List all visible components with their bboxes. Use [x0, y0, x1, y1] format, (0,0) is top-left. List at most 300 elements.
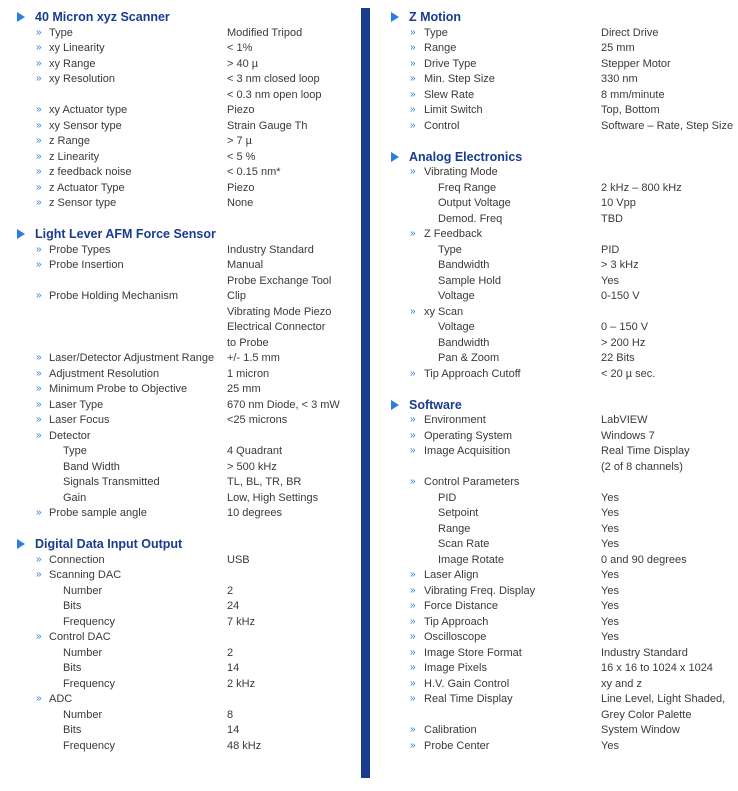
- spec-value: > 3 kHz: [601, 259, 639, 271]
- chevron-bullet-icon: »: [410, 42, 416, 53]
- chevron-bullet-icon: »: [36, 352, 42, 363]
- section-title: Light Lever AFM Force Sensor: [35, 227, 216, 241]
- spec-row-grey-color-palette: [372, 707, 738, 723]
- chevron-bullet-icon: »: [410, 73, 416, 84]
- spec-value: Yes: [601, 600, 619, 612]
- spec-value: > 7 µ: [227, 135, 252, 147]
- chevron-bullet-icon: »: [36, 197, 42, 208]
- spec-value: Software – Rate, Step Size: [601, 119, 734, 132]
- spec-label: Number: [63, 584, 103, 597]
- spec-row-minimum-probe-to-objective: [0, 381, 360, 397]
- spec-row-probe-center: [372, 738, 738, 754]
- spec-row-probe-insertion: [0, 257, 360, 273]
- spec-label: Setpoint: [438, 507, 479, 519]
- spec-value: 14: [227, 662, 240, 674]
- section-title: 40 Micron xyz Scanner: [35, 10, 170, 24]
- spec-value: 2 kHz – 800 kHz: [601, 181, 682, 194]
- spec-row-calibration: [372, 722, 738, 738]
- spec-row-adc: [0, 691, 360, 707]
- spec-row-bandwidth: [372, 335, 738, 351]
- spec-label: Control Parameters: [424, 476, 520, 488]
- chevron-bullet-icon: »: [36, 119, 42, 131]
- chevron-bullet-icon: »: [36, 383, 42, 394]
- spec-row-image-store-format: [372, 645, 738, 661]
- spec-row-laser-type: [0, 397, 360, 413]
- spec-label: Vibrating Mode: [424, 166, 498, 178]
- spec-value: PID: [601, 243, 620, 256]
- section-title: Z Motion: [409, 10, 462, 24]
- spec-value: Direct Drive: [601, 26, 659, 39]
- spec-label: Probe Center: [424, 739, 490, 752]
- chevron-bullet-icon: »: [410, 693, 416, 704]
- spec-label: Bandwidth: [438, 336, 490, 349]
- chevron-bullet-icon: »: [410, 429, 416, 441]
- spec-label: Freq Range: [438, 181, 497, 194]
- spec-value: Yes: [601, 739, 619, 752]
- spec-row-xy-range: [0, 56, 360, 72]
- spec-label: Signals Transmitted: [63, 476, 160, 488]
- spec-label: Min. Step Size: [424, 73, 495, 85]
- spec-value: +/- 1.5 mm: [227, 352, 280, 364]
- spec-value: 330 nm: [601, 73, 638, 85]
- spec-label: Type: [424, 26, 448, 39]
- spec-value: Yes: [601, 584, 619, 597]
- spec-value: Yes: [601, 631, 619, 643]
- spec-row-frequency: [0, 676, 360, 692]
- spec-row-bandwidth: [372, 257, 738, 273]
- spec-row-number: [0, 707, 360, 723]
- spec-row-tip-approach: [372, 614, 738, 630]
- spec-row-environment: [372, 412, 738, 428]
- section-heading: [372, 397, 738, 413]
- spec-label: Range: [438, 522, 471, 535]
- spec-row-scanning-dac: [0, 567, 360, 583]
- spec-label: Demod. Freq: [438, 212, 503, 225]
- chevron-bullet-icon: »: [36, 367, 42, 379]
- chevron-bullet-icon: »: [410, 414, 416, 425]
- spec-row-z-actuator-type: [0, 180, 360, 196]
- spec-value: 25 mm: [601, 42, 635, 54]
- spec-value: 0 – 150 V: [601, 321, 649, 333]
- spec-label: Sample Hold: [438, 274, 501, 287]
- chevron-bullet-icon: »: [410, 476, 416, 487]
- spec-row-tip-approach-cutoff: [372, 366, 738, 382]
- spec-label: Voltage: [438, 321, 475, 333]
- spec-row-bits: [0, 660, 360, 676]
- spec-row-drive-type: [372, 56, 738, 72]
- spec-row-image-rotate: [372, 552, 738, 568]
- chevron-bullet-icon: »: [410, 26, 416, 38]
- spec-row-type: [372, 242, 738, 258]
- triangle-bullet-icon: [391, 152, 399, 162]
- spec-row-probe-exchange-tool: [0, 273, 360, 289]
- spec-row-number: [0, 583, 360, 599]
- spec-row-probe-holding-mechanism: [0, 288, 360, 304]
- spec-value: Piezo: [227, 181, 255, 194]
- spec-value: 0-150 V: [601, 290, 640, 302]
- spec-row-vibrating-mode-piezo: [0, 304, 360, 320]
- spec-row-control: [372, 118, 738, 134]
- spec-value: Vibrating Mode Piezo: [227, 305, 332, 318]
- spec-label: Real Time Display: [424, 693, 513, 705]
- spec-row-control-parameters: [372, 474, 738, 490]
- spec-label: Number: [63, 708, 103, 721]
- spec-label: Limit Switch: [424, 104, 483, 116]
- section-heading: [372, 149, 738, 165]
- spec-row-xy-actuator-type: [0, 102, 360, 118]
- chevron-bullet-icon: »: [36, 631, 42, 642]
- spec-label: Image Rotate: [438, 553, 505, 566]
- spec-label: Band Width: [63, 460, 120, 473]
- spec-value: Industry Standard: [227, 243, 314, 256]
- spec-row-z-linearity: [0, 149, 360, 165]
- spec-value: TBD: [601, 212, 623, 225]
- section-title: Analog Electronics: [409, 149, 523, 164]
- spec-row-range: [372, 521, 738, 537]
- spec-label: xy Range: [49, 57, 96, 70]
- section-heading: [372, 9, 738, 25]
- spec-label: z Linearity: [49, 150, 100, 163]
- spec-row-h-v-gain-control: [372, 676, 738, 692]
- spec-value: <25 microns: [227, 414, 288, 426]
- spec-label: Frequency: [63, 677, 115, 690]
- spec-label: Number: [63, 646, 103, 659]
- column-divider: [361, 8, 370, 778]
- chevron-bullet-icon: »: [410, 166, 416, 177]
- spec-row-laser-focus: [0, 412, 360, 428]
- spec-label: H.V. Gain Control: [424, 677, 510, 690]
- spec-label: Tip Approach Cutoff: [424, 367, 521, 380]
- spec-label: Probe Holding Mechanism: [49, 290, 179, 302]
- triangle-bullet-icon: [391, 400, 399, 410]
- chevron-bullet-icon: »: [36, 569, 42, 580]
- spec-value: LabVIEW: [601, 414, 648, 426]
- spec-row-frequency: [0, 738, 360, 754]
- spec-value: Piezo: [227, 104, 255, 116]
- chevron-bullet-icon: »: [36, 553, 42, 565]
- spec-value: < 5 %: [227, 150, 256, 163]
- spec-value: 7 kHz: [227, 615, 256, 628]
- chevron-bullet-icon: »: [410, 88, 416, 100]
- spec-value: Low, High Settings: [227, 491, 319, 504]
- spec-value: 0 and 90 degrees: [601, 553, 687, 566]
- section-heading: [0, 226, 360, 242]
- spec-value: Modified Tripod: [227, 26, 303, 39]
- spec-label: Laser Focus: [49, 414, 110, 426]
- spec-value: Yes: [601, 274, 619, 287]
- chevron-bullet-icon: »: [36, 290, 42, 301]
- spec-value: 25 mm: [227, 383, 261, 395]
- spec-label: Probe sample angle: [49, 507, 147, 519]
- chevron-bullet-icon: »: [36, 150, 42, 162]
- spec-row-frequency: [0, 614, 360, 630]
- spec-row-z-sensor-type: [0, 195, 360, 211]
- spec-value: Top, Bottom: [601, 104, 660, 116]
- spec-row-2-of-8-channels: [372, 459, 738, 475]
- spec-label: Connection: [49, 553, 105, 566]
- spec-label: Range: [424, 42, 457, 54]
- spec-label: Probe Insertion: [49, 259, 124, 271]
- spec-label: xy Scan: [424, 305, 464, 318]
- spec-value: Strain Gauge Th: [227, 119, 308, 132]
- spec-row-type: [0, 25, 360, 41]
- spec-value: 2 kHz: [227, 677, 256, 690]
- section-title: Software: [409, 397, 462, 412]
- chevron-bullet-icon: »: [410, 57, 416, 69]
- spec-label: Adjustment Resolution: [49, 367, 160, 380]
- spec-row-operating-system: [372, 428, 738, 444]
- section-title: Digital Data Input Output: [35, 537, 183, 551]
- chevron-bullet-icon: »: [410, 367, 416, 379]
- spec-row-number: [0, 645, 360, 661]
- spec-value: < 0.15 nm*: [227, 166, 281, 178]
- spec-label: Scan Rate: [438, 538, 490, 550]
- spec-label: PID: [438, 491, 457, 504]
- spec-label: Frequency: [63, 739, 115, 752]
- spec-value: to Probe: [227, 336, 269, 349]
- spec-row-scan-rate: [372, 536, 738, 552]
- spec-label: Type: [49, 26, 73, 39]
- spec-label: Minimum Probe to Objective: [49, 383, 188, 395]
- spec-label: Type: [438, 243, 462, 256]
- spec-value: 670 nm Diode, < 3 mW: [227, 398, 340, 411]
- spec-label: Slew Rate: [424, 88, 475, 101]
- chevron-bullet-icon: »: [36, 398, 42, 410]
- spec-value: TL, BL, TR, BR: [227, 476, 302, 488]
- spec-value: Yes: [601, 522, 619, 535]
- spec-label: xy Actuator type: [49, 104, 128, 116]
- chevron-bullet-icon: »: [410, 739, 416, 751]
- spec-value: 2: [227, 646, 234, 659]
- spec-row-image-acquisition: [372, 443, 738, 459]
- chevron-bullet-icon: »: [36, 243, 42, 255]
- spec-label: Control: [424, 119, 460, 132]
- spec-value: 8: [227, 708, 234, 721]
- spec-row-sample-hold: [372, 273, 738, 289]
- spec-value: 48 kHz: [227, 739, 262, 752]
- spec-label: Bits: [63, 724, 82, 736]
- spec-value: Probe Exchange Tool: [227, 274, 332, 287]
- spec-label: Drive Type: [424, 57, 477, 70]
- spec-value: Yes: [601, 491, 619, 504]
- spec-row-probe-types: [0, 242, 360, 258]
- spec-row-pan-zoom: [372, 350, 738, 366]
- chevron-bullet-icon: »: [36, 73, 42, 84]
- spec-row-vibrating-freq-display: [372, 583, 738, 599]
- spec-value: USB: [227, 553, 250, 566]
- spec-label: Laser Type: [49, 398, 104, 411]
- spec-label: z Actuator Type: [49, 181, 125, 194]
- spec-row-setpoint: [372, 505, 738, 521]
- spec-label: Laser/Detector Adjustment Range: [49, 352, 215, 364]
- spec-value: None: [227, 197, 254, 209]
- spec-value: < 20 µ sec.: [601, 367, 656, 380]
- spec-label: Force Distance: [424, 600, 498, 612]
- spec-row-z-feedback: [372, 226, 738, 242]
- chevron-bullet-icon: »: [410, 569, 416, 580]
- spec-row-vibrating-mode: [372, 164, 738, 180]
- triangle-bullet-icon: [391, 12, 399, 22]
- spec-row-band-width: [0, 459, 360, 475]
- spec-row-to-probe: [0, 335, 360, 351]
- spec-label: Operating System: [424, 429, 513, 442]
- spec-row-pid: [372, 490, 738, 506]
- spec-value: 2: [227, 584, 234, 597]
- spec-value: Stepper Motor: [601, 57, 671, 70]
- spec-row-probe-sample-angle: [0, 505, 360, 521]
- spec-row-signals-transmitted: [0, 474, 360, 490]
- spec-row-demod-freq: [372, 211, 738, 227]
- spec-row-limit-switch: [372, 102, 738, 118]
- spec-value: Line Level, Light Shaded,: [601, 693, 726, 705]
- spec-row-0-3-nm-open-loop: [0, 87, 360, 103]
- spec-value: > 500 kHz: [227, 460, 277, 473]
- spec-row-type: [0, 443, 360, 459]
- spec-row-min-step-size: [372, 71, 738, 87]
- spec-row-xy-scan: [372, 304, 738, 320]
- chevron-bullet-icon: »: [410, 104, 416, 115]
- spec-label: Control DAC: [49, 631, 111, 643]
- spec-row-bits: [0, 598, 360, 614]
- spec-value: 10 Vpp: [601, 197, 636, 209]
- spec-label: Image Store Format: [424, 646, 522, 659]
- spec-label: Z Feedback: [424, 228, 483, 240]
- triangle-bullet-icon: [17, 12, 25, 22]
- spec-row-z-feedback-noise: [0, 164, 360, 180]
- chevron-bullet-icon: »: [36, 42, 42, 53]
- spec-row-image-pixels: [372, 660, 738, 676]
- spec-row-xy-resolution: [0, 71, 360, 87]
- spec-label: xy Resolution: [49, 73, 116, 85]
- spec-value: Windows 7: [601, 429, 655, 442]
- spec-value: Yes: [601, 615, 619, 628]
- spec-row-slew-rate: [372, 87, 738, 103]
- chevron-bullet-icon: »: [410, 584, 416, 596]
- spec-value: < 0.3 nm open loop: [227, 88, 322, 101]
- section-heading: [0, 9, 360, 25]
- spec-label: Vibrating Freq. Display: [424, 584, 536, 597]
- chevron-bullet-icon: »: [410, 119, 416, 131]
- spec-row-detector: [0, 428, 360, 444]
- triangle-bullet-icon: [17, 229, 25, 239]
- spec-value: 10 degrees: [227, 507, 283, 519]
- triangle-bullet-icon: [17, 539, 25, 549]
- spec-label: z Sensor type: [49, 197, 117, 209]
- chevron-bullet-icon: »: [410, 646, 416, 658]
- spec-value: 4 Quadrant: [227, 445, 283, 457]
- chevron-bullet-icon: »: [410, 724, 416, 735]
- chevron-bullet-icon: »: [36, 181, 42, 193]
- spec-label: Oscilloscope: [424, 631, 487, 643]
- spec-label: Calibration: [424, 724, 477, 736]
- spec-label: ADC: [49, 693, 73, 705]
- spec-label: Probe Types: [49, 243, 111, 256]
- spec-value: Manual: [227, 259, 264, 271]
- spec-value: Clip: [227, 290, 246, 302]
- spec-row-xy-sensor-type: [0, 118, 360, 134]
- spec-value: Grey Color Palette: [601, 708, 692, 721]
- chevron-bullet-icon: »: [36, 414, 42, 425]
- spec-row-electrical-connector: [0, 319, 360, 335]
- spec-label: Type: [63, 445, 87, 457]
- spec-row-xy-linearity: [0, 40, 360, 56]
- chevron-bullet-icon: »: [36, 166, 42, 177]
- chevron-bullet-icon: »: [36, 26, 42, 38]
- spec-row-range: [372, 40, 738, 56]
- chevron-bullet-icon: »: [410, 662, 416, 673]
- spec-row-laser-align: [372, 567, 738, 583]
- chevron-bullet-icon: »: [410, 600, 416, 611]
- spec-row-z-range: [0, 133, 360, 149]
- chevron-bullet-icon: »: [36, 259, 42, 270]
- spec-row-voltage: [372, 319, 738, 335]
- spec-row-real-time-display: [372, 691, 738, 707]
- spec-value: Industry Standard: [601, 646, 688, 659]
- spec-label: z feedback noise: [49, 166, 132, 178]
- chevron-bullet-icon: »: [36, 135, 42, 146]
- chevron-bullet-icon: »: [36, 429, 42, 441]
- spec-value: Yes: [601, 538, 619, 550]
- spec-label: Pan & Zoom: [438, 352, 500, 364]
- spec-row-type: [372, 25, 738, 41]
- chevron-bullet-icon: »: [410, 445, 416, 456]
- chevron-bullet-icon: »: [36, 104, 42, 115]
- spec-label: Detector: [49, 429, 91, 442]
- spec-value: System Window: [601, 724, 680, 736]
- spec-value: Yes: [601, 507, 619, 519]
- spec-label: xy Sensor type: [49, 119, 122, 132]
- spec-value: 1 micron: [227, 367, 270, 380]
- spec-row-laser-detector-adjustment-range: [0, 350, 360, 366]
- spec-label: Image Acquisition: [424, 445, 511, 457]
- spec-row-freq-range: [372, 180, 738, 196]
- chevron-bullet-icon: »: [410, 631, 416, 642]
- section-heading: [0, 536, 360, 552]
- spec-value: > 200 Hz: [601, 336, 646, 349]
- spec-label: Bits: [63, 662, 82, 674]
- spec-label: Gain: [63, 491, 87, 504]
- spec-value: 14: [227, 724, 240, 736]
- chevron-bullet-icon: »: [410, 677, 416, 689]
- spec-value: < 3 nm closed loop: [227, 73, 320, 85]
- spec-label: xy Linearity: [49, 42, 105, 54]
- spec-label: Bandwidth: [438, 259, 490, 271]
- spec-row-output-voltage: [372, 195, 738, 211]
- spec-row-bits: [0, 722, 360, 738]
- spec-value: Yes: [601, 569, 619, 581]
- chevron-bullet-icon: »: [36, 507, 42, 518]
- chevron-bullet-icon: »: [410, 615, 416, 627]
- chevron-bullet-icon: »: [410, 305, 416, 317]
- spec-label: Tip Approach: [424, 615, 489, 628]
- spec-label: Laser Align: [424, 569, 479, 581]
- spec-label: Bits: [63, 600, 82, 612]
- spec-label: Voltage: [438, 290, 475, 302]
- spec-label: z Range: [49, 135, 90, 147]
- spec-value: Electrical Connector: [227, 321, 326, 333]
- spec-row-adjustment-resolution: [0, 366, 360, 382]
- spec-value: > 40 µ: [227, 57, 259, 70]
- spec-label: Image Pixels: [424, 662, 487, 674]
- spec-label: Scanning DAC: [49, 569, 122, 581]
- chevron-bullet-icon: »: [36, 57, 42, 69]
- spec-row-voltage: [372, 288, 738, 304]
- spec-row-gain: [0, 490, 360, 506]
- spec-label: Frequency: [63, 615, 115, 628]
- chevron-bullet-icon: »: [36, 693, 42, 704]
- spec-row-oscilloscope: [372, 629, 738, 645]
- spec-label: Output Voltage: [438, 197, 511, 209]
